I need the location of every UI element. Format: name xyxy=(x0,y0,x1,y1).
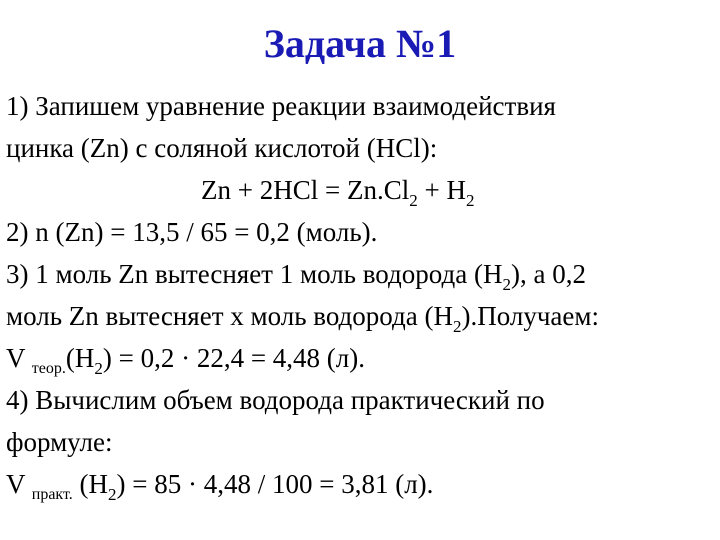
text-part: ).Получаем: xyxy=(461,301,599,331)
subscript: 2 xyxy=(502,275,511,294)
step-1-line: 1) Запишем уравнение реакции взаимодействия xyxy=(6,91,556,121)
theoretical-index: теор. xyxy=(31,360,66,377)
step-3-line-cont xyxy=(6,295,714,337)
theoretical-volume-line xyxy=(6,337,714,379)
subscript: 2 xyxy=(108,485,117,504)
text-part: моль Zn вытесняет x моль водорода (H xyxy=(6,301,453,331)
step-3-line xyxy=(6,253,714,295)
text-part: ) = 0,2 · 22,4 = 4,48 (л). xyxy=(102,343,366,373)
slide-title: Задача №1 xyxy=(263,21,457,66)
reaction-equation xyxy=(6,169,714,211)
subscript: 2 xyxy=(94,359,103,378)
text-part: V xyxy=(6,469,32,499)
text-part: 3) 1 моль Zn вытесняет 1 моль водорода (H xyxy=(6,259,503,289)
text-part: (H xyxy=(72,469,109,499)
subscript: 2 xyxy=(452,317,462,336)
slide-body xyxy=(6,85,714,505)
equation-subscript: 2 xyxy=(465,191,475,210)
text-part: V xyxy=(6,343,32,373)
text-part: (H xyxy=(65,343,95,373)
step-1-line-cont: цинка (Zn) с соляной кислотой (HCl): xyxy=(6,133,438,163)
equation-subscript: 2 xyxy=(409,191,418,210)
text-part: ) = 85 · 4,48 / 100 = 3,81 (л). xyxy=(116,469,434,499)
practical-volume-line xyxy=(6,463,714,505)
step-4-line-cont: формуле: xyxy=(6,427,113,457)
step-4-line: 4) Вычислим объем водорода практический по xyxy=(6,385,545,415)
text-part: ), а 0,2 xyxy=(510,259,586,289)
practical-index: практ. xyxy=(31,486,73,503)
equation-part: + H xyxy=(417,175,466,205)
step-2-line: 2) n (Zn) = 13,5 / 65 = 0,2 (моль). xyxy=(6,217,378,247)
equation-part: Zn + 2HCl = Zn.Cl xyxy=(201,175,410,205)
